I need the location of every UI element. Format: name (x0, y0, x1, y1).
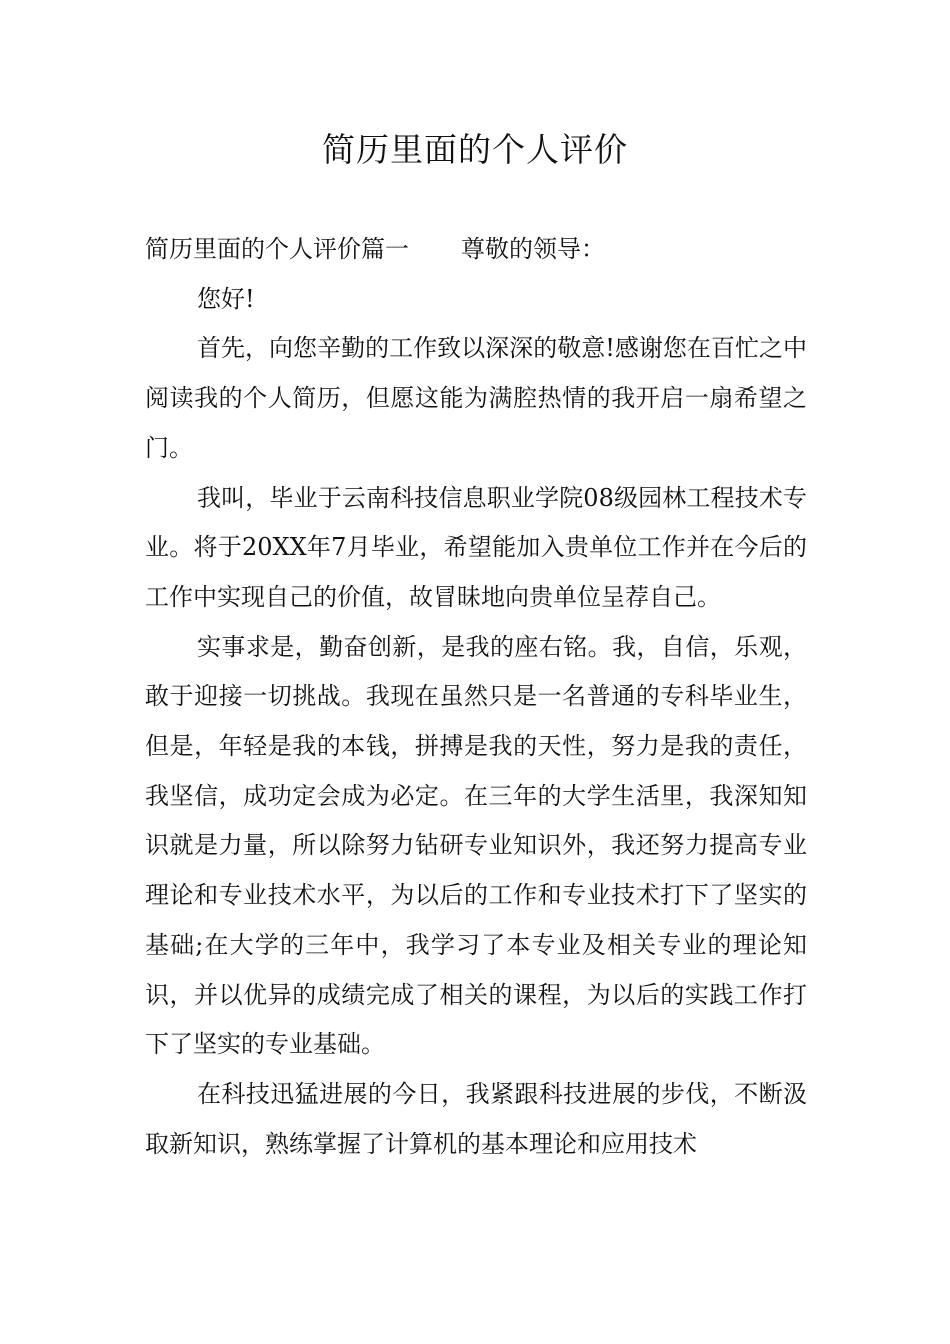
paragraph-1: 首先，向您辛勤的工作致以深深的敬意!感谢您在百忙之中阅读我的个人简历，但愿这能为满腔热情的我开启一扇希望之门。 (145, 334, 807, 462)
document-title: 简历里面的个人评价 (322, 130, 628, 169)
paragraph-2: 我叫，毕业于云南科技信息职业学院08级园林工程技术专业。将于20XX年7月毕业，希望能加入贵单位工作并在今后的工作中实现自己的价值，故冒昧地向贵单位呈荐自己。 (145, 483, 807, 611)
opening-line (145, 225, 807, 275)
section-heading: 简历里面的个人评价篇一 (145, 235, 409, 263)
greeting: 您好! (197, 284, 255, 313)
paragraph-3: 实事求是，勤奋创新，是我的座右铭。我，自信，乐观，敢于迎接一切挑战。我现在虽然只是一名普通的专科毕业生，但是，年轻是我的本钱，拼搏是我的天性，努力是我的责任，我坚信，成功定会成为必定。在三年的大学生活里，我深知知识就是力量，所以除努力钻研专业知识外，我还努力提高专业理论和专业技术水平，为以后的工作和专业技术打下了坚实的基础;在大学的三年中，我学习了本专业及相关专业的理论知识，并以优异的成绩完成了相关的课程，为以后的实践工作打下了坚实的专业基础。 (145, 632, 807, 1059)
salutation: 尊敬的领导： (461, 235, 605, 263)
document-body (145, 225, 807, 1169)
paragraph-4: 在科技迅猛进展的今日，我紧跟科技进展的步伐，不断汲取新知识，熟练掌握了计算机的基本理论和应用技术 (145, 1079, 807, 1158)
